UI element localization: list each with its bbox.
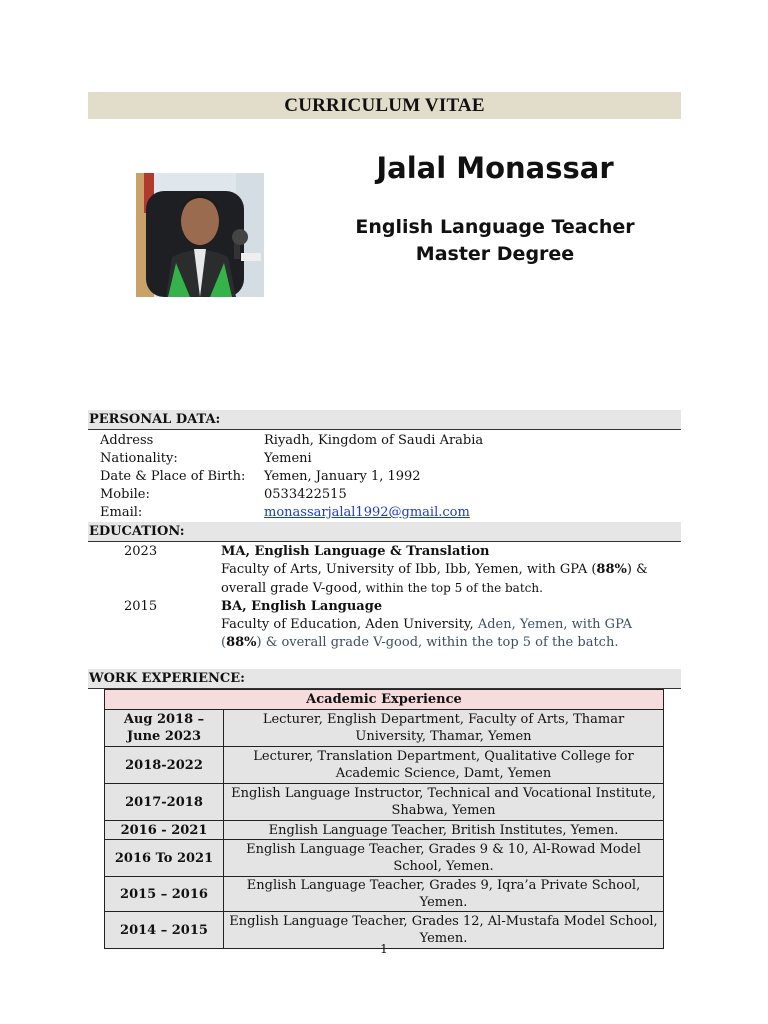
table-header-row [105, 690, 664, 710]
edu-desc-part: within the top 5 of the batch. [361, 581, 543, 595]
nationality-value: Yemeni [264, 451, 312, 466]
candidate-title [330, 214, 660, 268]
edu-desc-part: ( [221, 635, 227, 650]
title-line-2: Master Degree [415, 243, 575, 265]
edu-description [221, 616, 661, 652]
table-row [105, 747, 664, 784]
title-line-1: English Language Teacher [355, 216, 635, 238]
personal-data-heading: PERSONAL DATA: [88, 410, 681, 430]
personal-row [100, 432, 660, 450]
work-period: 2018-2022 [105, 747, 224, 784]
personal-row [100, 450, 660, 468]
birth-value: Yemen, January 1, 1992 [264, 469, 421, 484]
email-link[interactable]: monassarjalal1992@gmail.com [264, 505, 470, 520]
table-row [105, 710, 664, 747]
nationality-label: Nationality: [100, 451, 178, 466]
table-header: Academic Experience [105, 690, 664, 710]
edu-desc-part: Faculty of Arts, University of Ibb, Ibb, Yemen, with GPA ( [221, 562, 597, 577]
education-entry [221, 543, 661, 598]
edu-desc-part: overall grade V-good, [221, 581, 362, 596]
personal-data-list [100, 432, 660, 522]
candidate-name: Jalal Monassar [376, 151, 614, 185]
edu-desc-part: ) & overall grade V-good, within the top 5 of the batch. [256, 635, 619, 650]
mobile-label: Mobile: [100, 487, 150, 502]
work-period: 2016 - 2021 [105, 821, 224, 840]
page-number: 1 [380, 942, 388, 956]
table-row [105, 821, 664, 840]
work-experience-table [104, 689, 664, 949]
edu-degree: BA, English Language [221, 599, 383, 614]
address-value: Riyadh, Kingdom of Saudi Arabia [264, 433, 484, 448]
work-role: Lecturer, English Department, Faculty of Arts, Thamar University, Thamar, Yemen [224, 710, 664, 747]
personal-row [100, 468, 660, 486]
work-period: 2016 To 2021 [105, 840, 224, 877]
edu-year: 2015 [124, 599, 158, 614]
work-role: English Language Teacher, Grades 12, Al-Mustafa Model School, Yemen. [224, 912, 664, 949]
edu-year: 2023 [124, 544, 158, 559]
work-period: 2015 – 2016 [105, 877, 224, 912]
work-role: English Language Instructor, Technical and Vocational Institute, Shabwa, Yemen [224, 784, 664, 821]
table-row [105, 877, 664, 912]
mobile-value: 0533422515 [264, 487, 347, 502]
birth-label: Date & Place of Birth: [100, 469, 246, 484]
address-label: Address [100, 433, 154, 448]
edu-gpa: 88% [226, 635, 257, 650]
table-row [105, 784, 664, 821]
work-period: 2014 – 2015 [105, 912, 224, 949]
work-role: English Language Teacher, British Institutes, Yemen. [224, 821, 664, 840]
personal-row [100, 486, 660, 504]
table-row [105, 840, 664, 877]
work-period: Aug 2018 – June 2023 [105, 710, 224, 747]
personal-row [100, 504, 660, 522]
work-experience-heading: WORK EXPERIENCE: [88, 669, 681, 689]
work-role: English Language Teacher, Grades 9 & 10, Al-Rowad Model School, Yemen. [224, 840, 664, 877]
edu-desc-part: Aden, Yemen, with GPA [473, 617, 633, 632]
edu-desc-part: ) & [626, 562, 648, 577]
edu-gpa: 88% [596, 562, 627, 577]
cv-banner: CURRICULUM VITAE [88, 92, 681, 119]
work-role: English Language Teacher, Grades 9, Iqra’a Private School, Yemen. [224, 877, 664, 912]
work-period: 2017-2018 [105, 784, 224, 821]
education-heading: EDUCATION: [88, 522, 681, 542]
work-role: Lecturer, Translation Department, Qualitative College for Academic Science, Damt, Yemen [224, 747, 664, 784]
education-entry [221, 598, 661, 652]
edu-desc-part: Faculty of Education, Aden University, [221, 617, 474, 632]
edu-description [221, 561, 661, 598]
profile-photo [136, 173, 264, 297]
email-label: Email: [100, 505, 143, 520]
edu-degree: MA, English Language & Translation [221, 544, 490, 559]
